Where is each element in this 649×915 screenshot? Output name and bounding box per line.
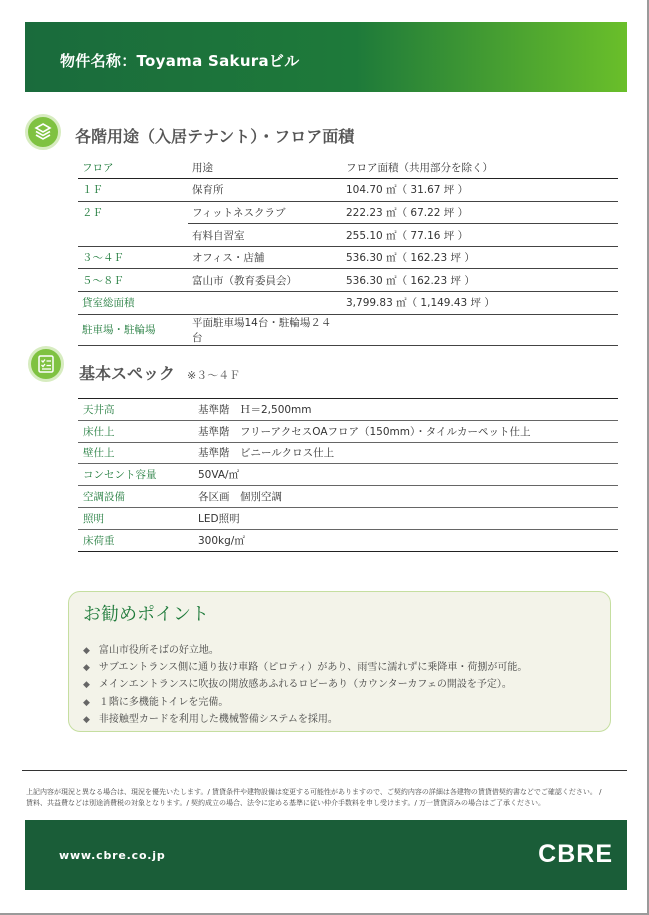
spec-floor-note: ※３～４Ｆ: [187, 369, 241, 382]
floor-cell: ５～８Ｆ: [78, 269, 188, 292]
spec-key: 照明: [78, 507, 193, 529]
list-item-text: サブエントランス側に通り抜け車路（ピロティ）があり、雨雪に濡れずに乗降車・荷捌が可能。: [98, 662, 528, 674]
table-row: [78, 201, 618, 224]
divider: [22, 770, 627, 771]
list-item-text: 非接触型カードを利用した機械警備システムを採用。: [98, 713, 338, 725]
recommend-list: [83, 642, 527, 728]
footer-banner: [25, 820, 627, 890]
checklist-icon: [28, 346, 64, 382]
disclaimer-line: 上記内容が現況と異なる場合は、現況を優先いたします。/ 賃貸条件や建物設備は変更する可能性がありますので、ご契約内容の詳細は各建物の賃貸借契約書などでご確認ください。 /: [26, 788, 602, 796]
floor-table: [78, 156, 618, 346]
list-item-text: １階に多機能トイレを完備。: [98, 696, 229, 708]
spec-row: [78, 420, 618, 442]
table-row: [78, 292, 618, 315]
spec-key: 空調設備: [78, 486, 193, 508]
spec-value: 300kg/㎡: [193, 529, 618, 551]
spec-row: [78, 442, 618, 464]
spec-table: [78, 398, 618, 552]
list-item: [83, 694, 527, 711]
spec-value: 基準階 フリーアクセスOAフロア（150mm）・タイルカーペット仕上: [193, 420, 618, 442]
floor-cell: １Ｆ: [78, 179, 188, 202]
floor-cell: 貸室総面積: [78, 292, 188, 315]
area-cell: [342, 314, 618, 345]
property-name-title: 物件名称：Toyama Sakuraビル: [60, 52, 300, 70]
spec-row: [78, 529, 618, 551]
diamond-bullet-icon: ◆: [83, 680, 90, 691]
table-header-row: [78, 156, 618, 179]
spec-key: 床荷重: [78, 529, 193, 551]
spec-row: [78, 507, 618, 529]
spec-row: [78, 486, 618, 508]
list-item-text: メインエントランスに吹抜の開放感あふれるロビーあり（カウンターカフェの開設を予定）。: [98, 679, 512, 691]
spec-value: LED照明: [193, 507, 618, 529]
table-row: [78, 314, 618, 345]
column-header-floor: フロア: [78, 156, 188, 179]
recommend-box: [68, 591, 611, 732]
use-cell: フィットネスクラブ: [188, 201, 342, 224]
column-header-use: 用途: [188, 156, 342, 179]
floor-cell: ２Ｆ: [82, 207, 103, 220]
use-cell: オフィス・店舗: [188, 246, 342, 269]
disclaimer-footnote: [26, 787, 626, 809]
table-row: [78, 224, 618, 247]
spec-section-title: [79, 361, 240, 384]
spec-key: 天井高: [78, 399, 193, 421]
disclaimer-line: 賃料、共益費などは別途消費税の対象となります。/ 契約成立の場合、法令に定める基準に従い仲介手数料を申し受けます。/ 万一賃貸済みの場合はご了承ください。: [26, 799, 546, 807]
diamond-bullet-icon: ◆: [83, 714, 90, 725]
floor-section-title: 各階用途（入居テナント）・フロア面積: [75, 127, 355, 146]
website-link[interactable]: www.cbre.co.jp: [59, 849, 166, 862]
diamond-bullet-icon: ◆: [83, 646, 90, 656]
diamond-bullet-icon: ◆: [83, 663, 90, 674]
area-cell: 222.23 ㎡（ 67.22 坪 ）: [342, 201, 618, 224]
list-item: [83, 676, 527, 693]
use-cell: 富山市（教育委員会）: [188, 269, 342, 292]
diamond-bullet-icon: ◆: [83, 697, 90, 708]
spec-key: 壁仕上: [78, 442, 193, 464]
spec-value: 各区画 個別空調: [193, 486, 618, 508]
spec-key: 床仕上: [78, 420, 193, 442]
table-row: [78, 179, 618, 202]
list-item: [83, 711, 527, 728]
layers-icon: [25, 114, 61, 150]
spec-key: コンセント容量: [78, 464, 193, 486]
spec-value: 基準階 ビニールクロス仕上: [193, 442, 618, 464]
area-cell: 255.10 ㎡（ 77.16 坪 ）: [342, 224, 618, 247]
table-row: [78, 269, 618, 292]
spec-row: [78, 399, 618, 421]
use-cell: [188, 292, 342, 315]
recommend-title: お勧めポイント: [83, 604, 209, 625]
area-cell: 104.70 ㎡（ 31.67 坪 ）: [342, 179, 618, 202]
use-cell: 有料自習室: [188, 224, 342, 247]
spec-value: 基準階 Ｈ＝2,500mm: [193, 399, 618, 421]
spec-row: [78, 464, 618, 486]
floor-cell: ３～４Ｆ: [78, 246, 188, 269]
list-item-text: 富山市役所そばの好立地。: [98, 645, 219, 656]
cbre-logo: CBRE: [538, 840, 613, 868]
header-banner: [25, 22, 627, 92]
spec-title-text: 基本スペック: [79, 364, 176, 383]
floor-cell: 駐車場・駐輪場: [78, 314, 188, 345]
list-item: [83, 659, 527, 676]
table-row: [78, 246, 618, 269]
column-header-area: フロア面積（共用部分を除く）: [342, 156, 618, 179]
floor-cell: [78, 224, 188, 247]
spec-value: 50VA/㎡: [193, 464, 618, 486]
area-cell: 536.30 ㎡（ 162.23 坪 ）: [342, 269, 618, 292]
use-cell: 平面駐車場14台・駐輪場２４台: [188, 314, 342, 345]
area-cell: 536.30 ㎡（ 162.23 坪 ）: [342, 246, 618, 269]
list-item: [83, 642, 527, 659]
use-cell: 保育所: [188, 179, 342, 202]
area-cell: 3,799.83 ㎡（ 1,149.43 坪 ）: [342, 292, 618, 315]
